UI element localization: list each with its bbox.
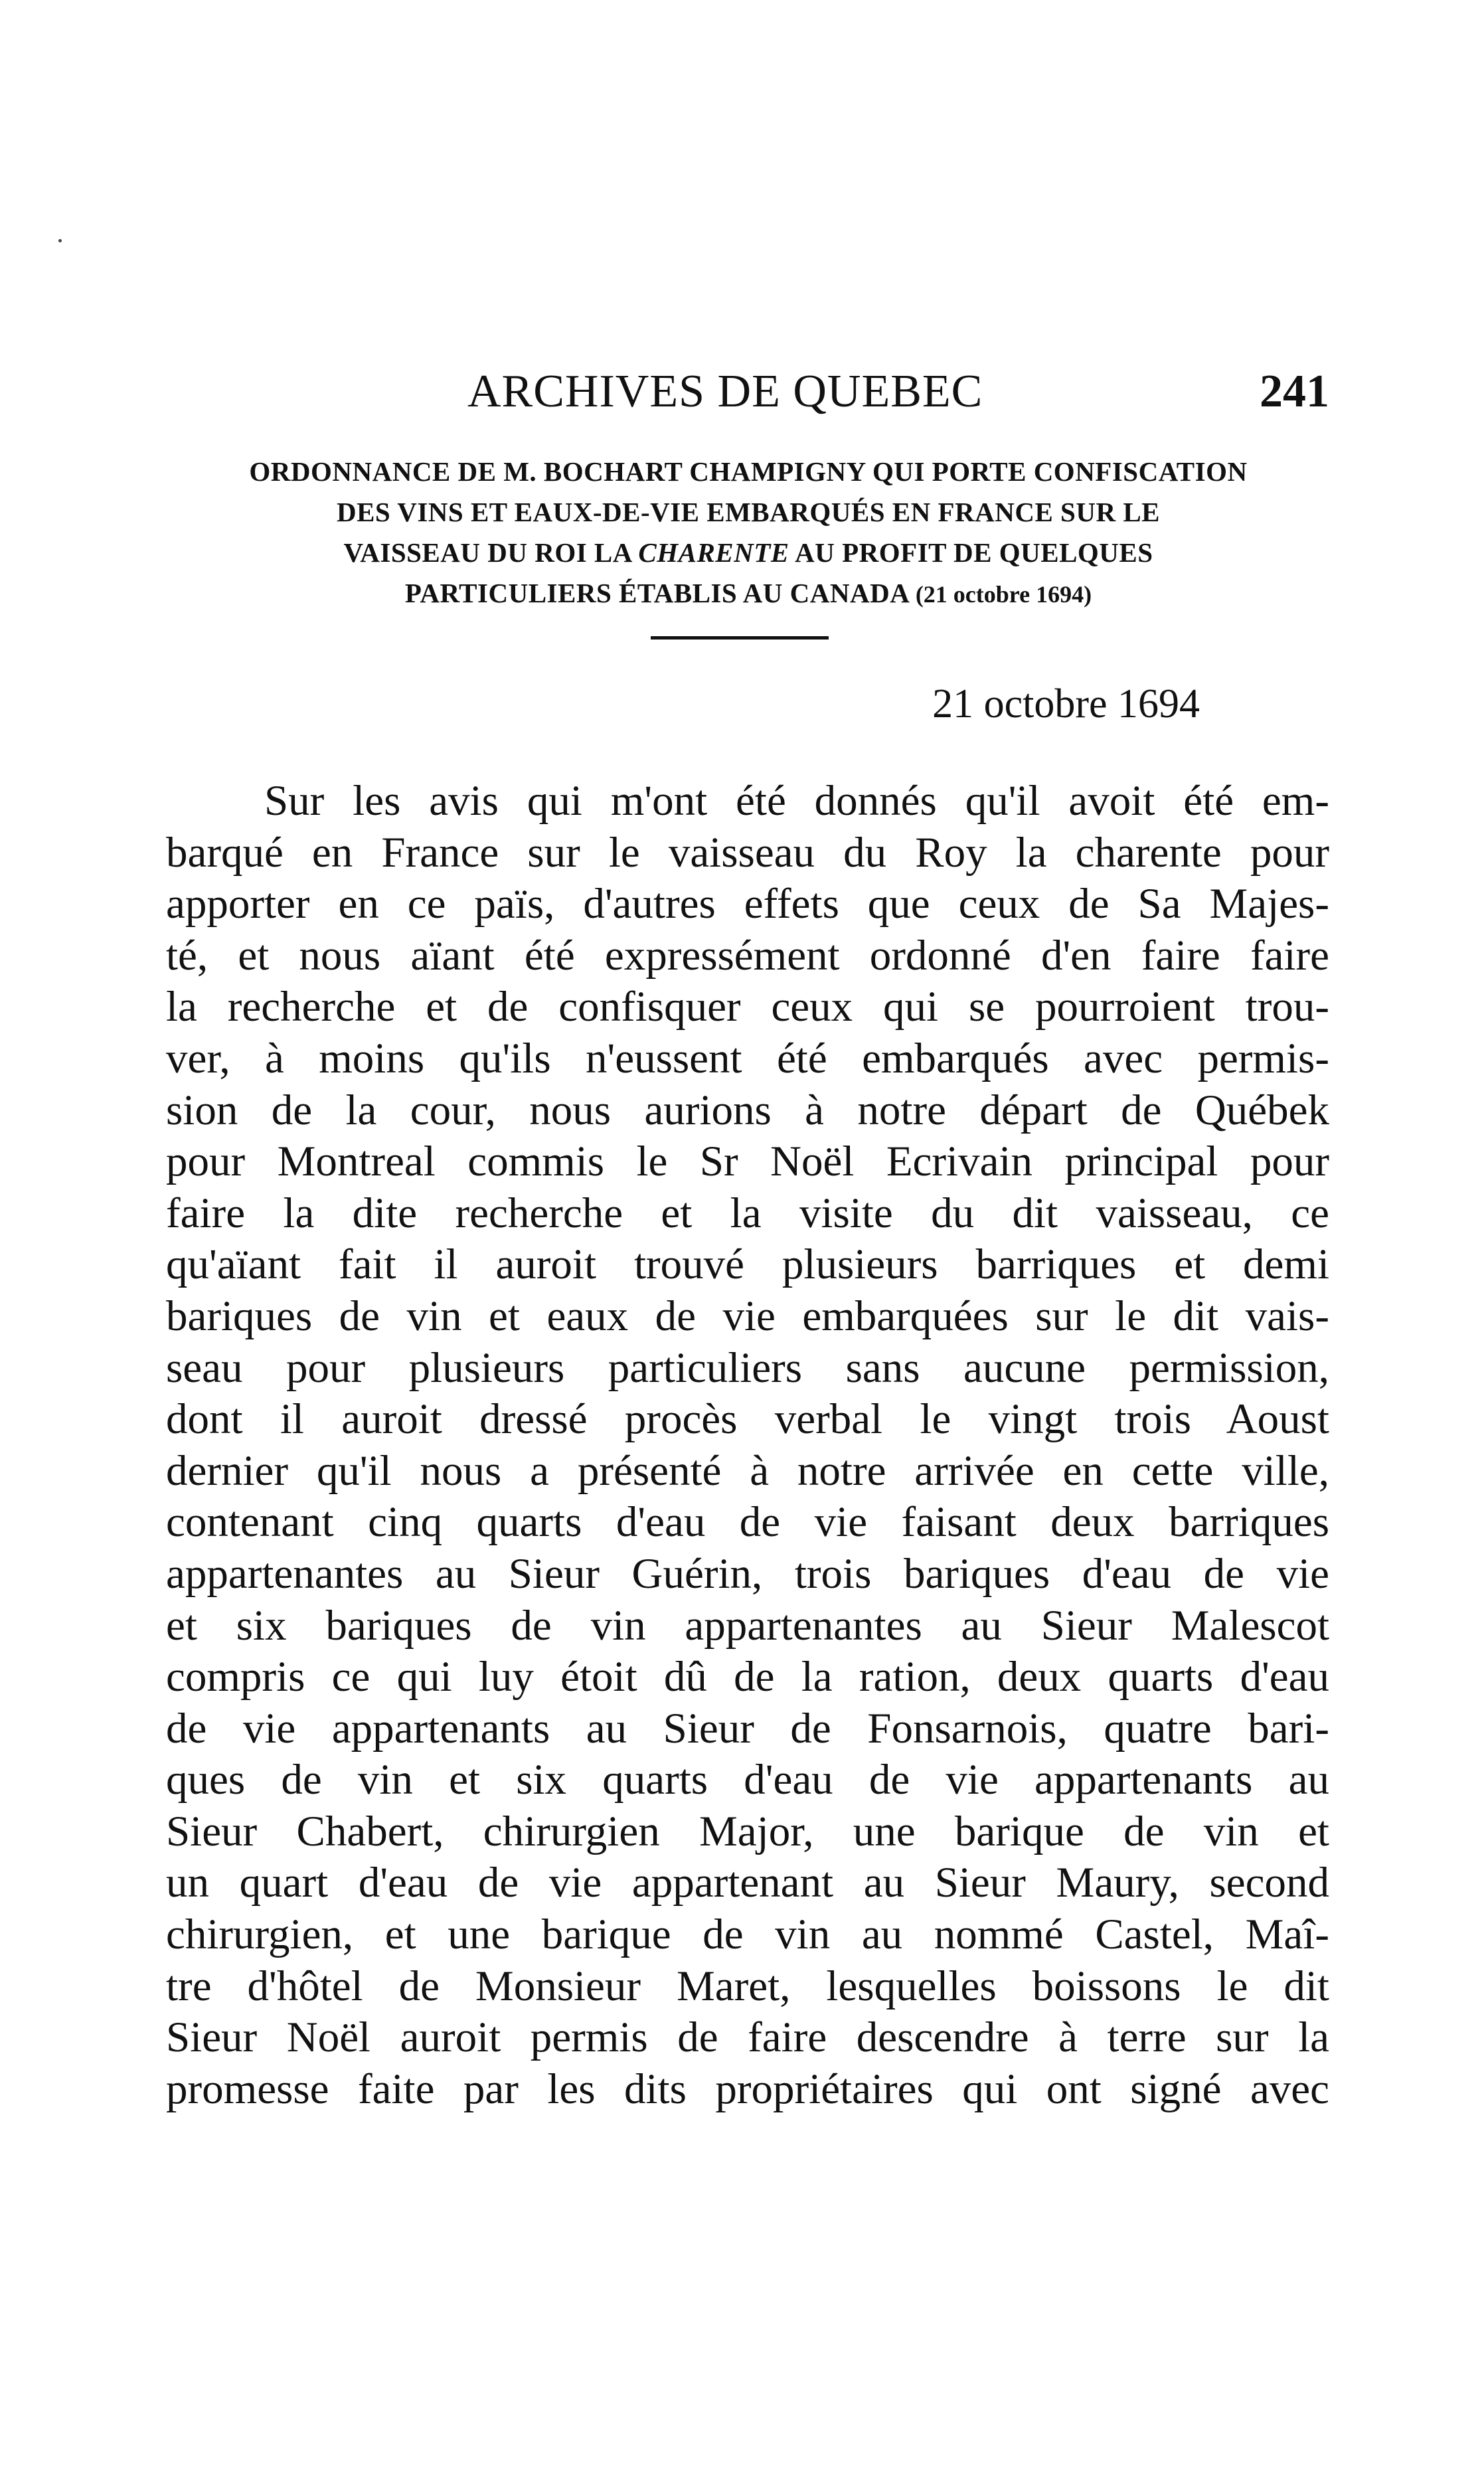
body-line: un quart d'eau de vie appartenant au Sieur Maury, second bbox=[166, 1859, 1329, 1907]
body-line: qu'aïant fait il auroit trouvé plusieurs barriques et demi bbox=[166, 1240, 1329, 1289]
page-number: 241 bbox=[1260, 366, 1329, 417]
ship-name: CHARENTE bbox=[638, 537, 789, 568]
body-line: té, et nous aïant été expressément ordonné d'en faire faire bbox=[166, 931, 1329, 980]
body-line: sion de la cour, nous aurions à notre départ de Québek bbox=[166, 1086, 1329, 1134]
heading-line bbox=[167, 573, 1329, 615]
scan-speck bbox=[58, 239, 62, 242]
document-date: 21 octobre 1694 bbox=[932, 681, 1200, 727]
body-line: seau pour plusieurs particuliers sans aucune permission, bbox=[166, 1343, 1329, 1392]
heading-line: ORDONNANCE DE M. BOCHART CHAMPIGNY QUI PORTE CONFISCATION bbox=[249, 456, 1248, 487]
ordinance-heading bbox=[167, 452, 1329, 615]
body-line: contenant cinq quarts d'eau de vie faisant deux barriques bbox=[166, 1498, 1329, 1547]
heading-line: DES VINS ET EAUX-DE-VIE EMBARQUÉS EN FRANCE SUR LE bbox=[336, 497, 1161, 527]
running-head bbox=[167, 364, 1329, 420]
body-line: compris ce qui luy étoit dû de la ration, deux quarts d'eau bbox=[166, 1653, 1329, 1701]
heading-text: AU PROFIT DE QUELQUES bbox=[789, 537, 1153, 568]
body-line: de vie appartenants au Sieur de Fonsarnois, quatre bari- bbox=[166, 1704, 1329, 1753]
body-paragraph bbox=[166, 776, 1329, 2115]
heading-line bbox=[167, 533, 1329, 573]
body-line: pour Montreal commis le Sr Noël Ecrivain principal pour bbox=[166, 1138, 1329, 1186]
heading-text: PARTICULIERS ÉTABLIS AU CANADA bbox=[404, 578, 916, 608]
body-line: chirurgien, et une barique de vin au nommé Castel, Maî- bbox=[166, 1911, 1329, 1959]
body-line: faire la dite recherche et la visite du dit vaisseau, ce bbox=[166, 1189, 1329, 1237]
heading-date: (21 octobre 1694) bbox=[915, 581, 1092, 608]
body-line: Sieur Chabert, chirurgien Major, une barique de vin et bbox=[166, 1807, 1329, 1855]
body-line: apporter en ce païs, d'autres effets que ceux de Sa Majes- bbox=[166, 880, 1329, 928]
body-line: tre d'hôtel de Monsieur Maret, lesquelles boissons le dit bbox=[166, 1962, 1329, 2010]
body-line: Sieur Noël auroit permis de faire descendre à terre sur la bbox=[166, 2013, 1329, 2062]
running-title: ARCHIVES DE QUEBEC bbox=[467, 366, 983, 417]
heading-text: VAISSEAU DU ROI LA bbox=[343, 537, 639, 568]
body-line: barqué en France sur le vaisseau du Roy la charente pour bbox=[166, 828, 1329, 877]
body-line: dernier qu'il nous a présenté à notre arrivée en cette ville, bbox=[166, 1446, 1329, 1495]
body-line: ver, à moins qu'ils n'eussent été embarqués avec permis- bbox=[166, 1034, 1329, 1082]
body-line: Sur les avis qui m'ont été donnés qu'il avoit été em- bbox=[264, 777, 1329, 825]
body-line: bariques de vin et eaux de vie embarquées sur le dit vais- bbox=[166, 1292, 1329, 1340]
body-line: ques de vin et six quarts d'eau de vie appartenants au bbox=[166, 1756, 1329, 1804]
body-line: la recherche et de confisquer ceux qui se pourroient trou- bbox=[166, 983, 1329, 1031]
body-line: promesse faite par les dits propriétaires qui ont signé avec bbox=[166, 2065, 1329, 2113]
body-line: appartenantes au Sieur Guérin, trois bariques d'eau de vie bbox=[166, 1549, 1329, 1598]
body-line: et six bariques de vin appartenantes au Sieur Malescot bbox=[166, 1601, 1329, 1650]
body-line: dont il auroit dressé procès verbal le vingt trois Aoust bbox=[166, 1395, 1329, 1444]
section-rule bbox=[651, 636, 829, 640]
